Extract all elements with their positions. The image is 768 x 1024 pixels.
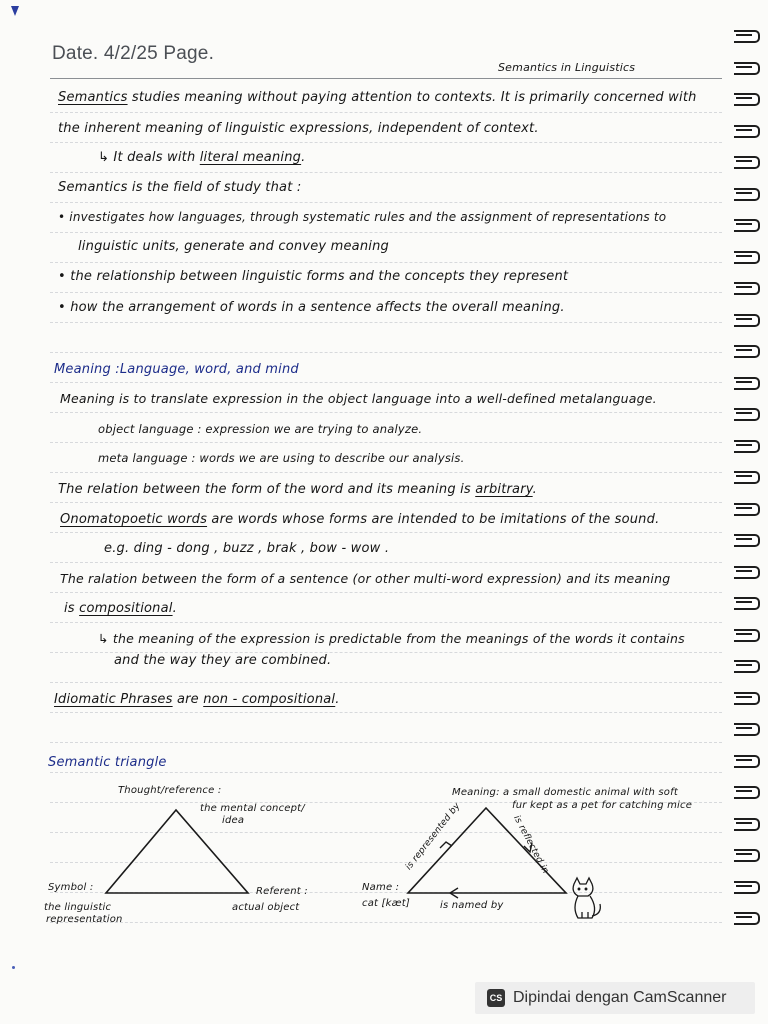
name-label: Name : [362,882,400,893]
bullet-2: • the relationship between linguistic forms and the concepts they represent [58,269,569,284]
compositional-line: The ralation between the form of a sentence (or other multi-word expression) and its meaning [60,571,671,586]
triangle-heading: Semantic triangle [48,755,167,770]
right-triangle [408,808,566,893]
term-arbitrary: arbitrary [475,482,533,497]
term-literal-meaning: literal meaning [199,150,302,165]
page-topic: Semantics in Linguistics [498,61,636,74]
meaning-label-cont: fur kept as a pet for catching mice [512,800,693,811]
term-onomatopoetic: Onomatopoetic words [60,512,208,527]
arbitrary-line: The relation between the form of the word and its meaning is arbitrary. [58,482,537,497]
compositional-note-cont: and the way they are combined. [114,653,332,668]
field-of-study-lead: Semantics is the field of study that : [58,180,302,195]
onomatopoetic-line: Onomatopoetic words are words whose forms are intended to be imitations of the sound. [60,512,660,527]
name-value: cat [kæt] [362,898,410,909]
bullet-1: • investigates how languages, through systematic rules and the assignment of representations to [58,210,667,224]
onomatopoetic-example: e.g. ding - dong , buzz , brak , bow - wow . [104,541,390,556]
camscanner-caption: Dipindai dengan CamScanner [513,989,727,1006]
thought-reference-label: Thought/reference : [118,785,222,796]
idiomatic-line: Idiomatic Phrases are non - compositional. [54,692,340,707]
literal-meaning-note: ↳ It deals with literal meaning. [98,150,306,165]
date-label: Date. 4/2/25 Page. [52,43,215,64]
bullet-3: • how the arrangement of words in a sentence affects the overall meaning. [58,300,565,315]
compositional-note: ↳ the meaning of the expression is predictable from the meanings of the words it contains [98,631,685,646]
semantics-paragraph: Semantics studies meaning without paying attention to contexts. It is primarily concerned with [58,90,697,105]
compositional-line-cont: is compositional. [64,601,177,616]
meta-language-def: meta language : words we are using to describe our analysis. [98,451,465,465]
meaning-heading: Meaning :Language, word, and mind [54,362,299,377]
semantics-paragraph-cont: the inherent meaning of linguistic expressions, independent of context. [58,121,539,136]
term-non-compositional: non - compositional [203,692,336,707]
object-language-def: object language : expression we are trying to analyze. [98,422,423,436]
thought-desc-cont: idea [222,815,245,826]
camscanner-watermark [475,982,755,1014]
camscanner-logo-icon: CS [487,989,505,1007]
cat-sketch-icon [573,878,600,918]
symbol-label: Symbol : [48,882,94,893]
term-idiomatic-phrases: Idiomatic Phrases [54,692,173,707]
referent-desc: actual object [232,902,300,913]
meaning-label: Meaning: a small domestic animal with soft [452,787,678,798]
bullet-1-cont: linguistic units, generate and convey meaning [78,239,389,254]
symbol-desc: the linguistic [44,902,112,913]
term-compositional: compositional [79,601,173,616]
referent-label: Referent : [256,886,308,897]
edge-represented-by: is represented by [404,801,463,873]
edge-reflected-in: is reflected in [511,814,551,876]
symbol-desc-cont: representation [46,914,123,925]
meaning-line: Meaning is to translate expression in the object language into a well-defined metalanguage. [60,391,657,406]
thought-desc: the mental concept/ [200,803,305,814]
term-semantics: Semantics [58,90,128,105]
edge-named-by: is named by [440,900,504,911]
